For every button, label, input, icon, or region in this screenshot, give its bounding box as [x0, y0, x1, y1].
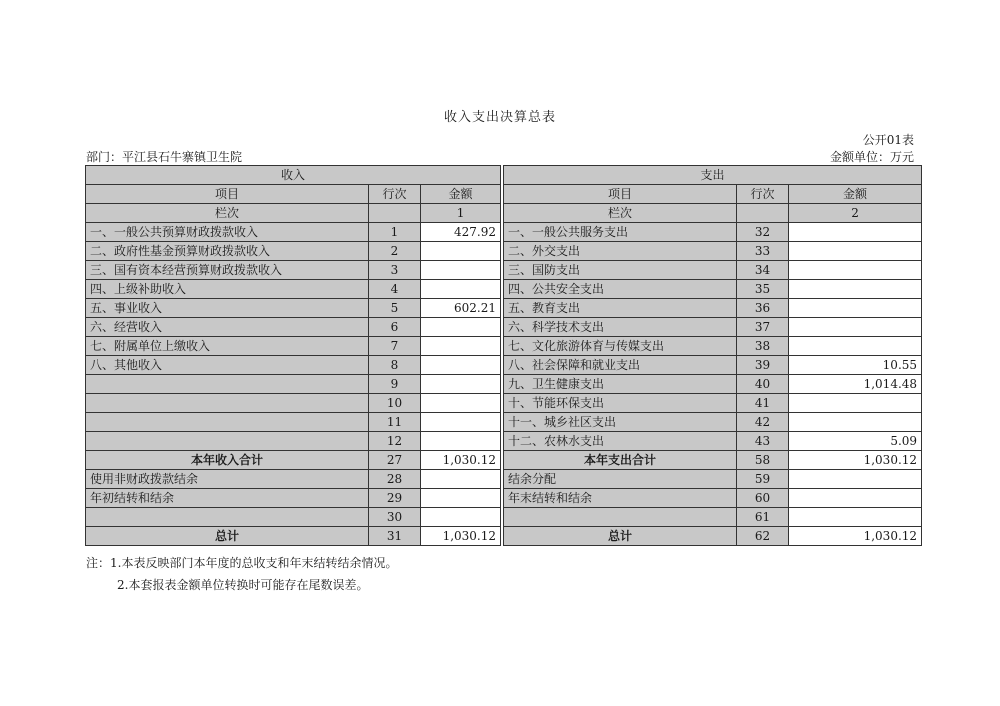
- expense-item-cell: 七、文化旅游体育与传媒支出: [504, 337, 737, 356]
- expense-amount-cell: [789, 242, 922, 261]
- table-row: [86, 470, 922, 489]
- income-amount-cell: [421, 489, 501, 508]
- expense-rowno-cell: 39: [737, 356, 789, 375]
- income-amount-cell: [421, 470, 501, 489]
- income-item-cell: 六、经营收入: [86, 318, 369, 337]
- footnote-1: 注：1.本表反映部门本年度的总收支和年末结转结余情况。: [86, 556, 398, 570]
- expense-amount-cell: 5.09: [789, 432, 922, 451]
- expense-rowno-cell: 36: [737, 299, 789, 318]
- table-row: [86, 299, 922, 318]
- expense-amount-cell: 1,030.12: [789, 451, 922, 470]
- income-amount-cell: [421, 394, 501, 413]
- income-amount-cell: [421, 242, 501, 261]
- expense-item-cell: 八、社会保障和就业支出: [504, 356, 737, 375]
- income-amount-cell: 602.21: [421, 299, 501, 318]
- income-expense-table: [85, 165, 922, 546]
- income-item-cell: 四、上级补助收入: [86, 280, 369, 299]
- expense-amount-cell: [789, 318, 922, 337]
- income-rowno-cell: 30: [369, 508, 421, 527]
- income-item-cell: 年初结转和结余: [86, 489, 369, 508]
- income-rowno-cell: 2: [369, 242, 421, 261]
- income-amount-cell: 427.92: [421, 223, 501, 242]
- income-rowno-cell: 3: [369, 261, 421, 280]
- expense-item-cell: [504, 508, 737, 527]
- expense-amount-cell: [789, 489, 922, 508]
- expense-rowno-cell: 38: [737, 337, 789, 356]
- total-row: [86, 527, 922, 546]
- expense-rowno-cell: 43: [737, 432, 789, 451]
- income-item-cell: [86, 508, 369, 527]
- expense-rowno-cell: 32: [737, 223, 789, 242]
- expense-rowno-cell: 59: [737, 470, 789, 489]
- expense-rowno-cell: 34: [737, 261, 789, 280]
- income-amount-cell: [421, 375, 501, 394]
- income-item-cell: 一、一般公共预算财政拨款收入: [86, 223, 369, 242]
- income-item-cell: [86, 413, 369, 432]
- table-row: [86, 489, 922, 508]
- form-number: 公开01表: [862, 133, 914, 147]
- income-amount-cell: [421, 508, 501, 527]
- expense-amount-cell: 1,014.48: [789, 375, 922, 394]
- expense-item-cell: 总计: [504, 527, 737, 546]
- table-row: [86, 318, 922, 337]
- expense-item-cell: 三、国防支出: [504, 261, 737, 280]
- income-item-cell: [86, 394, 369, 413]
- income-amount-cell: [421, 337, 501, 356]
- income-item-cell: 五、事业收入: [86, 299, 369, 318]
- income-rowno-cell: 8: [369, 356, 421, 375]
- income-amount-cell: [421, 432, 501, 451]
- expense-amount-cell: [789, 280, 922, 299]
- table-row: [86, 432, 922, 451]
- income-item-cell: 七、附属单位上缴收入: [86, 337, 369, 356]
- expense-column-rowno: [737, 204, 789, 223]
- income-rowno-cell: 28: [369, 470, 421, 489]
- income-item-cell: 三、国有资本经营预算财政拨款收入: [86, 261, 369, 280]
- income-amount-cell: [421, 280, 501, 299]
- expense-item-header: 项目: [504, 185, 737, 204]
- expense-amount-cell: 10.55: [789, 356, 922, 375]
- expense-rowno-cell: 58: [737, 451, 789, 470]
- income-rowno-cell: 10: [369, 394, 421, 413]
- income-item-cell: [86, 375, 369, 394]
- department-label: 部门：平江县石牛寨镇卫生院: [86, 150, 243, 164]
- income-item-cell: 本年收入合计: [86, 451, 369, 470]
- income-item-cell: 总计: [86, 527, 369, 546]
- expense-rowno-cell: 33: [737, 242, 789, 261]
- expense-amount-cell: [789, 337, 922, 356]
- income-item-header: 项目: [86, 185, 369, 204]
- expense-rowno-cell: 37: [737, 318, 789, 337]
- income-column-rowno: [369, 204, 421, 223]
- table-row: [86, 337, 922, 356]
- income-column-label: 栏次: [86, 204, 369, 223]
- expense-item-cell: 九、卫生健康支出: [504, 375, 737, 394]
- report-title: 收入支出决算总表: [443, 110, 556, 125]
- expense-column-label: 栏次: [504, 204, 737, 223]
- income-amount-cell: 1,030.12: [421, 527, 501, 546]
- footnote-2: 2.本套报表金额单位转换时可能存在尾数误差。: [117, 578, 369, 592]
- income-rowno-cell: 11: [369, 413, 421, 432]
- table-row: [86, 375, 922, 394]
- income-amount-cell: [421, 318, 501, 337]
- income-section-header: 收入: [86, 166, 501, 185]
- expense-item-cell: 一、一般公共服务支出: [504, 223, 737, 242]
- table-row: [86, 223, 922, 242]
- expense-item-cell: 十一、城乡社区支出: [504, 413, 737, 432]
- income-rowno-cell: 29: [369, 489, 421, 508]
- income-amount-header: 金额: [421, 185, 501, 204]
- expense-amount-cell: [789, 508, 922, 527]
- table-row: [86, 242, 922, 261]
- expense-rowno-cell: 35: [737, 280, 789, 299]
- income-rowno-cell: 5: [369, 299, 421, 318]
- income-rowno-cell: 6: [369, 318, 421, 337]
- income-rowno-cell: 4: [369, 280, 421, 299]
- income-rowno-header: 行次: [369, 185, 421, 204]
- expense-rowno-cell: 42: [737, 413, 789, 432]
- income-amount-cell: [421, 413, 501, 432]
- expense-rowno-cell: 41: [737, 394, 789, 413]
- total-row: [86, 451, 922, 470]
- expense-rowno-cell: 40: [737, 375, 789, 394]
- table-row: [86, 280, 922, 299]
- expense-amount-cell: [789, 223, 922, 242]
- income-rowno-cell: 7: [369, 337, 421, 356]
- expense-item-cell: 十、节能环保支出: [504, 394, 737, 413]
- expense-rowno-cell: 61: [737, 508, 789, 527]
- expense-column-number: 2: [789, 204, 922, 223]
- expense-amount-cell: [789, 261, 922, 280]
- income-rowno-cell: 31: [369, 527, 421, 546]
- expense-rowno-header: 行次: [737, 185, 789, 204]
- expense-amount-cell: [789, 413, 922, 432]
- table-row: [86, 261, 922, 280]
- expense-amount-cell: [789, 394, 922, 413]
- expense-amount-cell: [789, 299, 922, 318]
- income-rowno-cell: 12: [369, 432, 421, 451]
- expense-item-cell: 五、教育支出: [504, 299, 737, 318]
- expense-item-cell: 十二、农林水支出: [504, 432, 737, 451]
- income-item-cell: 八、其他收入: [86, 356, 369, 375]
- income-item-cell: 二、政府性基金预算财政拨款收入: [86, 242, 369, 261]
- footnotes: [86, 552, 397, 596]
- expense-section-header: 支出: [504, 166, 922, 185]
- expense-rowno-cell: 60: [737, 489, 789, 508]
- income-rowno-cell: 27: [369, 451, 421, 470]
- income-amount-cell: [421, 261, 501, 280]
- income-rowno-cell: 9: [369, 375, 421, 394]
- expense-amount-cell: [789, 470, 922, 489]
- table-row: [86, 413, 922, 432]
- expense-amount-header: 金额: [789, 185, 922, 204]
- expense-item-cell: 本年支出合计: [504, 451, 737, 470]
- income-rowno-cell: 1: [369, 223, 421, 242]
- income-item-cell: [86, 432, 369, 451]
- amount-unit-label: 金额单位：万元: [829, 150, 914, 164]
- expense-rowno-cell: 62: [737, 527, 789, 546]
- income-item-cell: 使用非财政拨款结余: [86, 470, 369, 489]
- expense-item-cell: 二、外交支出: [504, 242, 737, 261]
- expense-item-cell: 年末结转和结余: [504, 489, 737, 508]
- income-column-number: 1: [421, 204, 501, 223]
- income-amount-cell: 1,030.12: [421, 451, 501, 470]
- income-amount-cell: [421, 356, 501, 375]
- table-row: [86, 394, 922, 413]
- expense-item-cell: 六、科学技术支出: [504, 318, 737, 337]
- table-row: [86, 508, 922, 527]
- table-row: [86, 356, 922, 375]
- expense-item-cell: 四、公共安全支出: [504, 280, 737, 299]
- expense-item-cell: 结余分配: [504, 470, 737, 489]
- expense-amount-cell: 1,030.12: [789, 527, 922, 546]
